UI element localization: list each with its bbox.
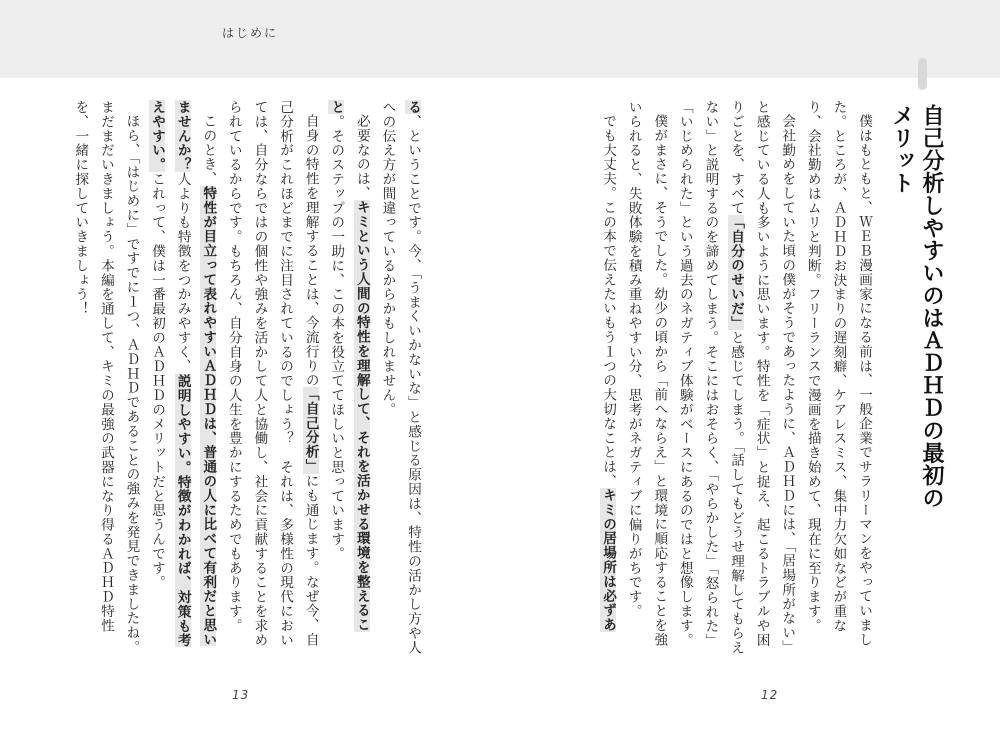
highlight: 説明しやすい。特徴がわかれば、対策も考えやすい。 bbox=[149, 100, 191, 648]
left-page-body bbox=[55, 100, 425, 660]
highlight: 「自己分析」 bbox=[302, 387, 319, 474]
paragraph bbox=[594, 100, 620, 660]
highlight: 特性が目立って表れやすいＡＤＨＤは、普通の人に比べて有利だと思いませんか？ bbox=[174, 100, 217, 647]
page-number-right: 12 bbox=[761, 688, 779, 702]
text-run: 自身の特性を理解することは、今流行りの bbox=[302, 113, 319, 388]
text-run: と感じてしまう。「話してもどうせ理解してもらえない」と説明するのを諦めてしまう。そこにはおそらく、「やらかした」「怒られた」「いじめられた」という過去のネガティブ体験がベースにあるのではと想像します。 bbox=[676, 100, 745, 655]
highlight: 「自分のせいだ」 bbox=[728, 215, 745, 331]
chapter-tab-marker bbox=[918, 58, 927, 90]
text-run: これって、僕は一番最初のＡＤＨＤのメリットだと思うんです。 bbox=[149, 172, 166, 590]
paragraph: 僕はもともと、ＷＥＢ漫画家になる前は、一般企業でサラリーマンをやっていました。ところが、ＡＤＨＤお決まりの遅刻癖、ケアレスミス、集中力欠如などが重なり、会社勤めはムリと判断。フリーランスで漫画を描き始めて、現在に至ります。 bbox=[804, 100, 872, 647]
paragraph-continued bbox=[374, 100, 425, 660]
text-run: でも大丈夫。この本で伝えたいもう１つの大切なことは、 bbox=[600, 113, 617, 488]
paragraph: ほら、「はじめに」ですでに１つ、ＡＤＨＤであることの強みを発見できましたね。まだまだいきましょう。本編を通して、キミの最強の武器になり得るＡＤＨＤ特性を、一緒に探していきましょう！ bbox=[72, 100, 140, 654]
right-page-body bbox=[576, 100, 876, 660]
paragraph bbox=[220, 100, 322, 660]
text-run: 。そのステップの一助に、この本を役立ててほしいと思っています。 bbox=[328, 114, 345, 561]
highlight: キミという人間の特性を理解して、それを活かせる環境を整えること bbox=[328, 100, 370, 632]
paragraph bbox=[671, 100, 799, 660]
paragraph bbox=[323, 100, 374, 660]
section-heading: 自己分析しやすいのはＡＤＨＤの最初のメリット bbox=[889, 104, 944, 509]
page-number-left: 13 bbox=[232, 688, 250, 702]
paragraph: 僕がまさに、そうでした。幼少の頃から「前へならえ」と環境に順応することを強いられると、失敗体験を積み重ねやすい分、思考がネガティブに偏りがちです。 bbox=[625, 100, 668, 647]
text-run: 人よりも特徴をつかみやすく、 bbox=[174, 172, 191, 374]
text-run: にも通じます。なぜ今、自己分析がこれほどまでに注目されているのでしょう？ それは、多様性の現代においては、自分ならではの個性や強みを活かして人と協働し、社会に貢献することを求められているからです。もちろん、自分自身の人生を豊かにするためでもあります。 bbox=[225, 100, 319, 648]
running-head: はじめに bbox=[222, 26, 279, 40]
text-run: 会社勤めをしていた頃の僕がそうであったように、ＡＤＨＤには、「居場所がない」と感じている人も多いように思います。特性を「症状」と捉え、起こるトラブルや困りごとを、すべて bbox=[728, 100, 796, 654]
highlight: る bbox=[405, 100, 421, 115]
highlight: キミの居場所は必ずあ bbox=[600, 488, 617, 632]
paragraph bbox=[143, 100, 220, 660]
text-run: このとき、 bbox=[200, 113, 217, 186]
text-run: 、ということです。今、「うまくいかないな」と感じる原因は、特性の活かし方や人への伝え方が間違っているからかもしれません。 bbox=[379, 100, 421, 655]
text-run: 必要なのは、 bbox=[353, 113, 370, 200]
header-band bbox=[0, 0, 1000, 78]
